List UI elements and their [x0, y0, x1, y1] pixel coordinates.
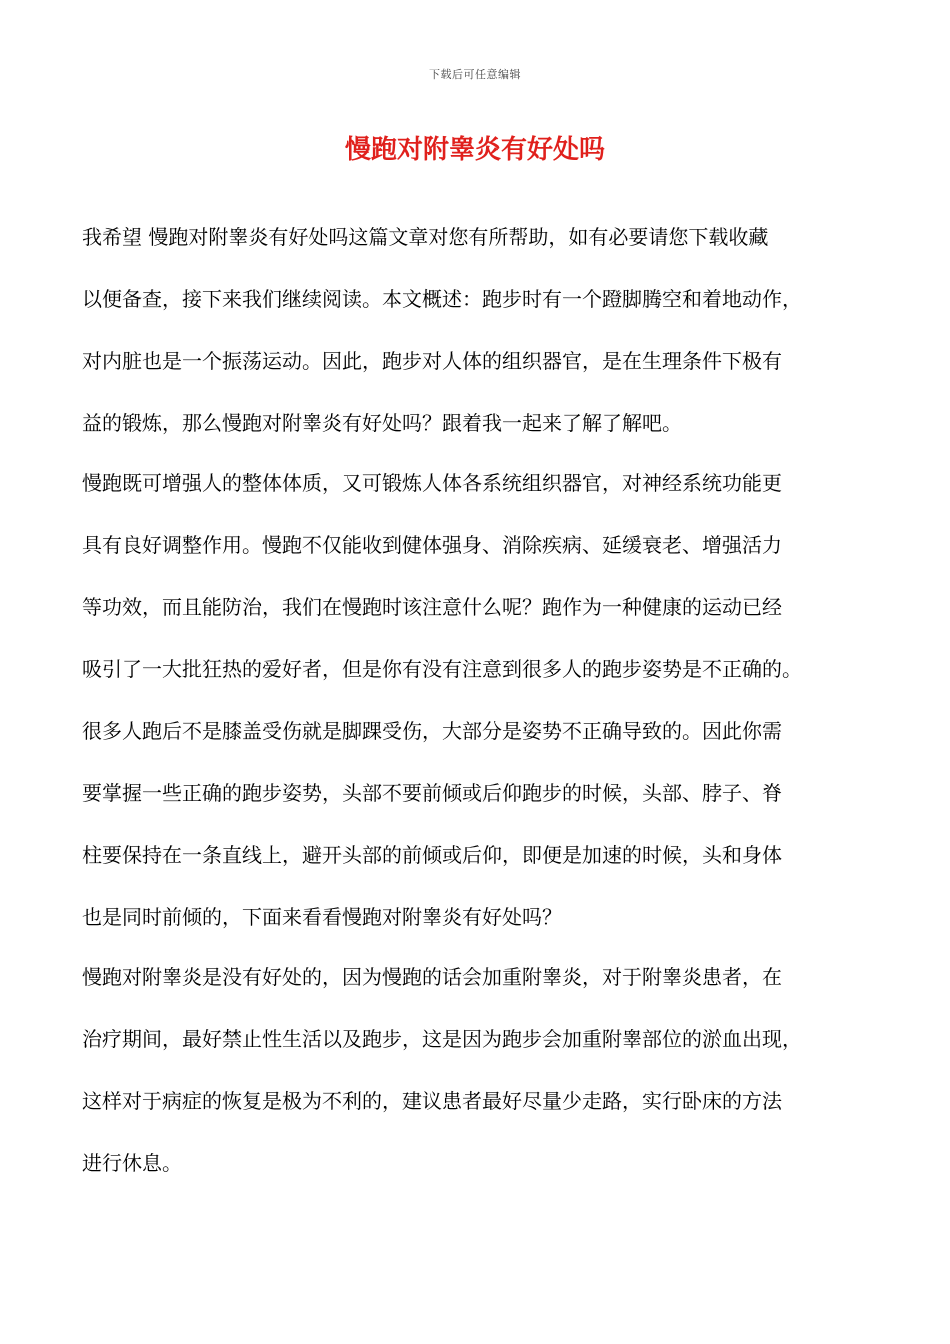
text-line: 慢跑既可增强人的整体体质，又可锻炼人体各系统组织器官，对神经系统功能更	[82, 471, 782, 495]
text-line: 以便备查，接下来我们继续阅读。本文概述：跑步时有一个蹬脚腾空和着地动作，	[82, 287, 802, 311]
text-line: 治疗期间，最好禁止性生活以及跑步，这是因为跑步会加重附睾部位的淤血出现，	[82, 1027, 802, 1051]
text-line: 很多人跑后不是膝盖受伤就是脚踝受伤，大部分是姿势不正确导致的。因此你需	[82, 719, 782, 743]
text-line: 要掌握一些正确的跑步姿势，头部不要前倾或后仰跑步的时候，头部、脖子、脊	[82, 781, 782, 805]
text-line: 对内脏也是一个振荡运动。因此，跑步对人体的组织器官，是在生理条件下极有	[82, 349, 782, 373]
header-note: 下载后可任意编辑	[429, 68, 521, 81]
text-line: 吸引了一大批狂热的爱好者，但是你有没有注意到很多人的跑步姿势是不正确的。	[82, 657, 802, 681]
text-line: 也是同时前倾的，下面来看看慢跑对附睾炎有好处吗？	[82, 905, 562, 929]
text-line: 益的锻炼，那么慢跑对附睾炎有好处吗？跟着我一起来了解了解吧。	[82, 411, 682, 435]
document-title: 慢跑对附睾炎有好处吗	[344, 135, 605, 165]
text-line: 进行休息。	[82, 1151, 182, 1175]
text-line: 柱要保持在一条直线上，避开头部的前倾或后仰，即便是加速的时候，头和身体	[82, 843, 782, 867]
text-line: 我希望 慢跑对附睾炎有好处吗这篇文章对您有所帮助，如有必要请您下载收藏	[82, 225, 769, 249]
text-line: 等功效，而且能防治，我们在慢跑时该注意什么呢？跑作为一种健康的运动已经	[82, 595, 782, 619]
text-line: 这样对于病症的恢复是极为不利的，建议患者最好尽量少走路，实行卧床的方法	[82, 1089, 782, 1113]
text-line: 具有良好调整作用。慢跑不仅能收到健体强身、消除疾病、延缓衰老、增强活力	[82, 533, 782, 557]
text-line: 慢跑对附睾炎是没有好处的，因为慢跑的话会加重附睾炎，对于附睾炎患者，在	[82, 965, 782, 989]
